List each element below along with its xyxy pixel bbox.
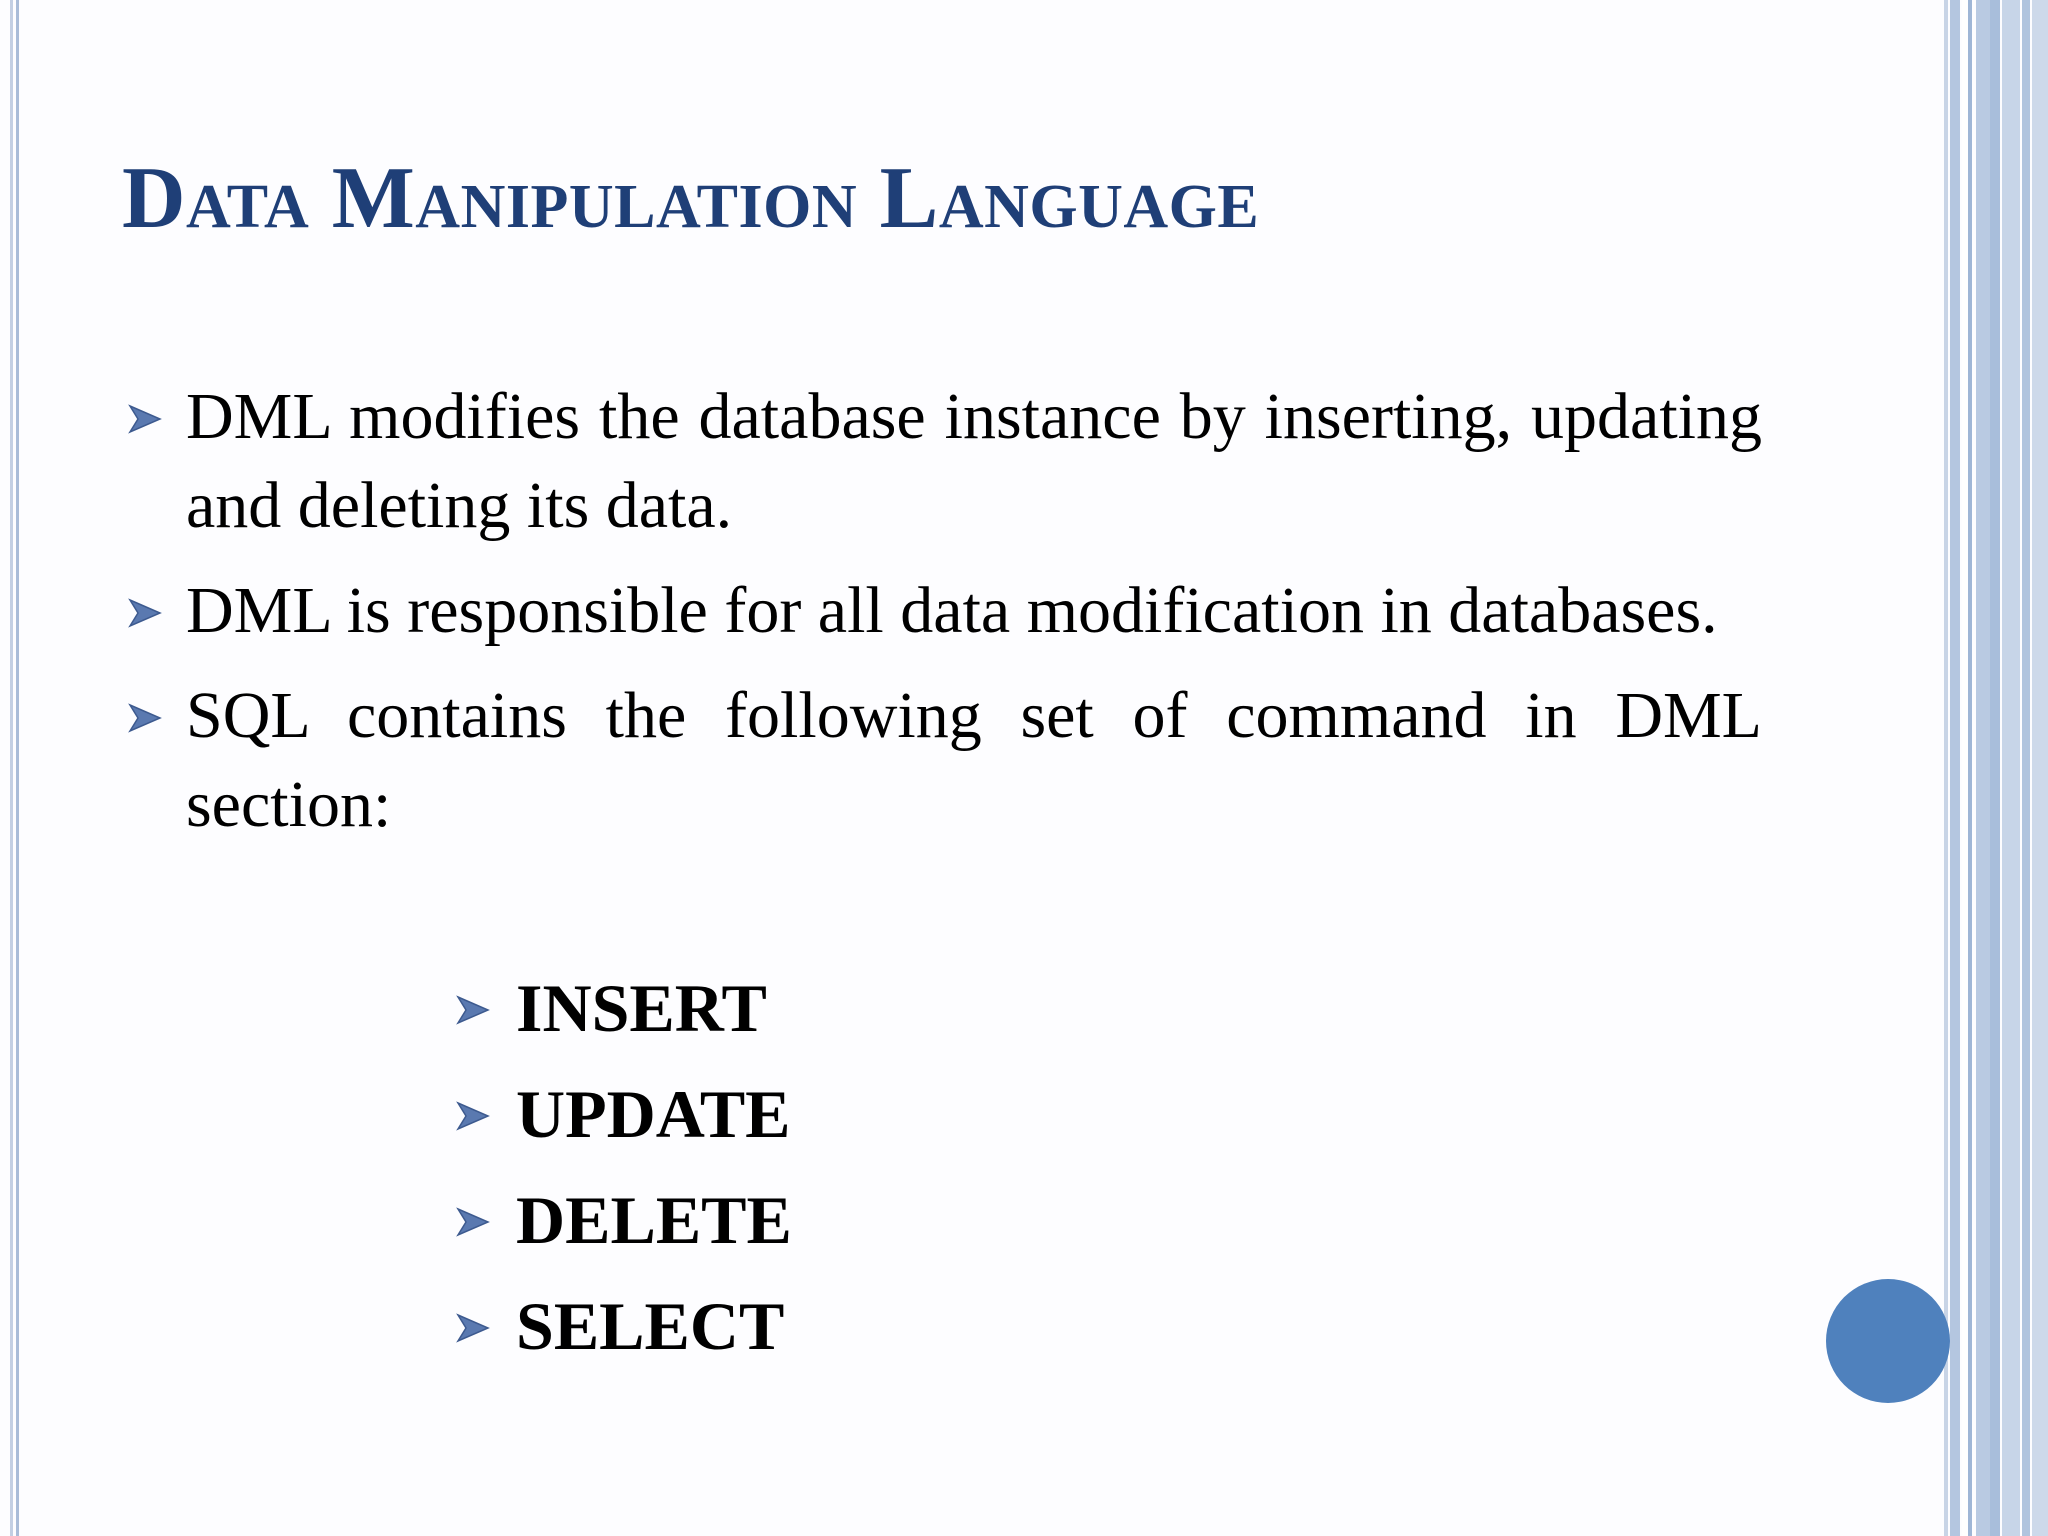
bullet-item <box>122 566 1762 655</box>
arrow-bullet-icon <box>128 598 162 628</box>
command-label: DELETE <box>516 1182 792 1258</box>
command-label: SELECT <box>516 1288 785 1364</box>
bullet-text: DML is responsible for all data modification in databases. <box>186 574 1718 647</box>
bullet-list <box>122 372 1762 865</box>
bullet-item <box>122 372 1762 550</box>
arrow-bullet-icon <box>456 995 490 1025</box>
arrow-bullet-icon <box>456 1207 490 1237</box>
command-label: INSERT <box>516 970 767 1046</box>
decorative-circle <box>1826 1279 1950 1403</box>
arrow-bullet-icon <box>456 1101 490 1131</box>
arrow-bullet-icon <box>128 703 162 733</box>
bullet-item <box>122 671 1762 849</box>
arrow-bullet-icon <box>456 1313 490 1343</box>
right-decorative-stripes <box>1944 0 2048 1536</box>
left-border <box>0 0 24 1536</box>
slide-title: Data Manipulation Language <box>122 150 1260 247</box>
command-item <box>452 1273 792 1379</box>
bullet-text: DML modifies the database instance by inserting, updating and deleting its data. <box>186 380 1762 542</box>
command-item <box>452 955 792 1061</box>
command-item <box>452 1167 792 1273</box>
command-item <box>452 1061 792 1167</box>
dml-command-list <box>452 955 792 1379</box>
arrow-bullet-icon <box>128 404 162 434</box>
command-label: UPDATE <box>516 1076 791 1152</box>
bullet-text: SQL contains the following set of command in DML section: <box>186 679 1762 841</box>
